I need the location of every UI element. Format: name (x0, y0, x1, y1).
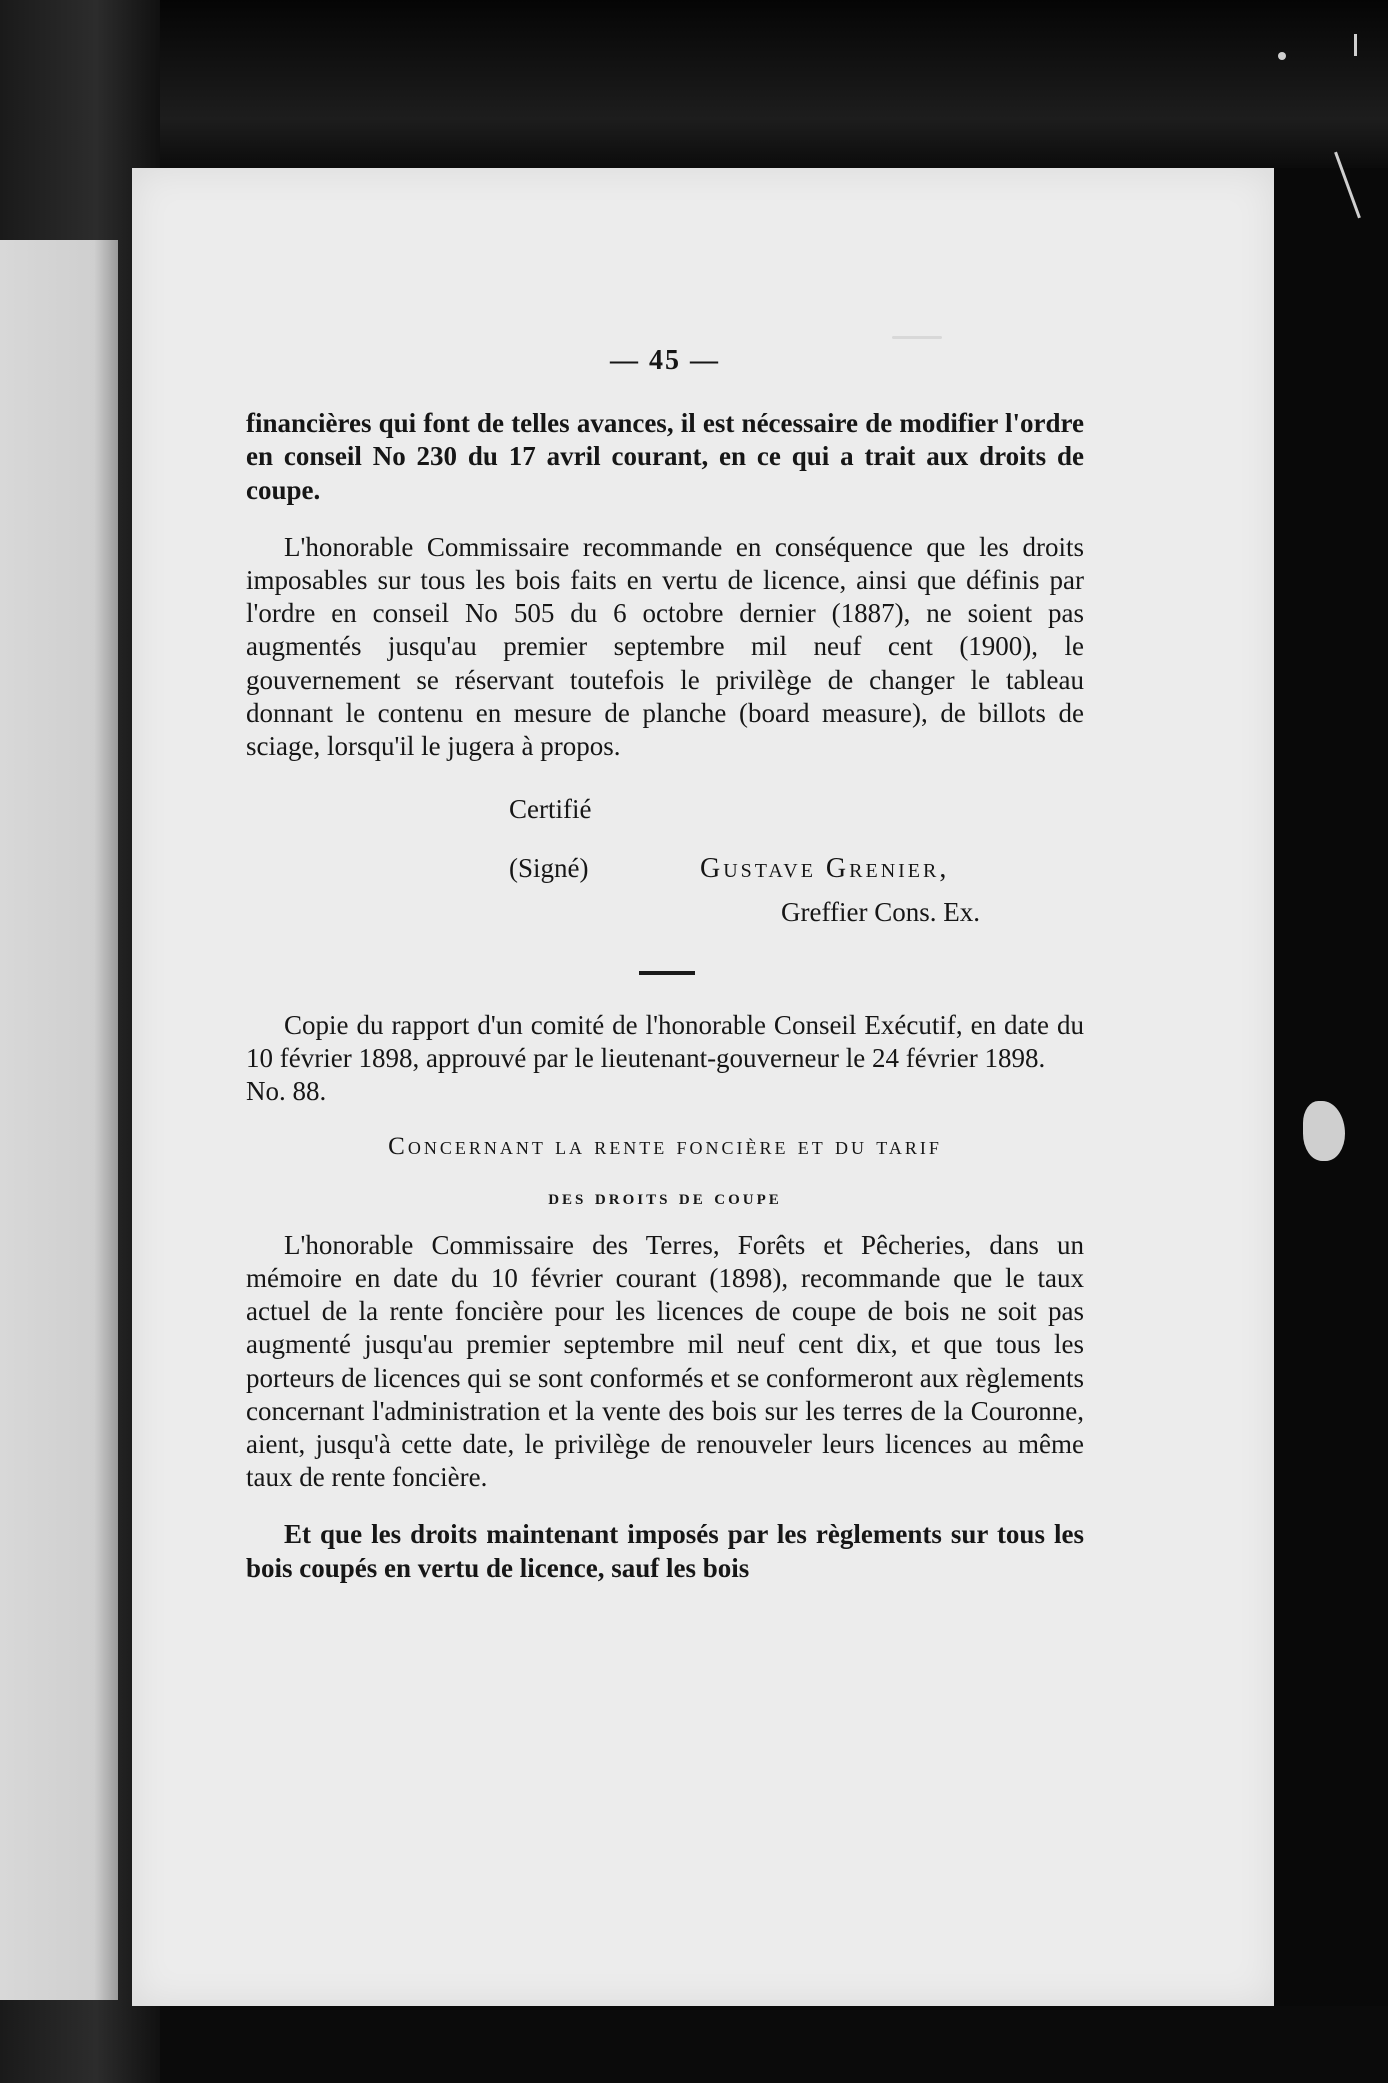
paragraph-continued: financières qui font de telles avances, il est nécessaire de modifier l'ordre en conseil No 230 du 17 avril courant, en ce qui a trait aux droits de coupe. (246, 408, 1084, 505)
certified-label: Certifié (509, 794, 592, 825)
scan-top-shadow (0, 0, 1388, 170)
paragraph-recommendation: L'honorable Commissaire recommande en conséquence que les droits imposables sur tous les bois faits en vertu de licence, ainsi que définis par l'ordre en conseil No 505 du 6 octobre dernier (1887), ne soient pas augmentés jusqu'au premier septembre mil neuf cent (1900), le gouvernement se réservant toutefois le privilège de changer le tableau donnant le contenu en mesure de planche (board measure), de billots de sciage, lorsqu'il le jugera à propos. (246, 531, 1084, 762)
document-page (132, 168, 1274, 2006)
document-number: No. 88. (246, 1076, 327, 1107)
section-heading: Concernant la rente foncière et du tarif (388, 1133, 942, 1161)
signer-title: Greffier Cons. Ex. (781, 896, 980, 927)
section-subheading: des droits de coupe (548, 1183, 782, 1209)
copy-introduction: Copie du rapport d'un comité de l'honorable Conseil Exécutif, en date du 10 février 1898, approuvé par le lieutenant-gouverneur le 24 février 1898. (246, 1009, 1084, 1074)
paragraph-duties: Et que les droits maintenant imposés par les règlements sur tous les bois coupés en vertu de licence, sauf les bois (246, 1519, 1084, 1583)
paper-speck (892, 336, 942, 339)
signer-name: Gustave Grenier, (700, 853, 950, 885)
page-number: — 45 — (610, 345, 720, 376)
signed-label: (Signé) (509, 853, 589, 884)
edge-speck (1354, 34, 1357, 56)
section-divider (639, 971, 695, 975)
page-content (246, 344, 1084, 1585)
edge-speck (1278, 52, 1286, 60)
paragraph-ground-rent: L'honorable Commissaire des Terres, Forêts et Pêcheries, dans un mémoire en date du 10 février courant (1898), recommande que le taux actuel de la rente foncière pour les licences de coupe de bois ne soit pas augmenté jusqu'au premier septembre mil neuf cent dix, et que tous les porteurs de licences qui se sont conformés et se conformeront aux règlements concernant l'administration et la vente des bois sur les terres de la Couronne, aient, jusqu'à cette date, le privilège de renouveler leurs licences au même taux de rente foncière. (246, 1229, 1084, 1493)
signature-row (246, 852, 1084, 885)
facing-page-edge (0, 240, 118, 2000)
scan-right-margin (1274, 168, 1388, 2006)
